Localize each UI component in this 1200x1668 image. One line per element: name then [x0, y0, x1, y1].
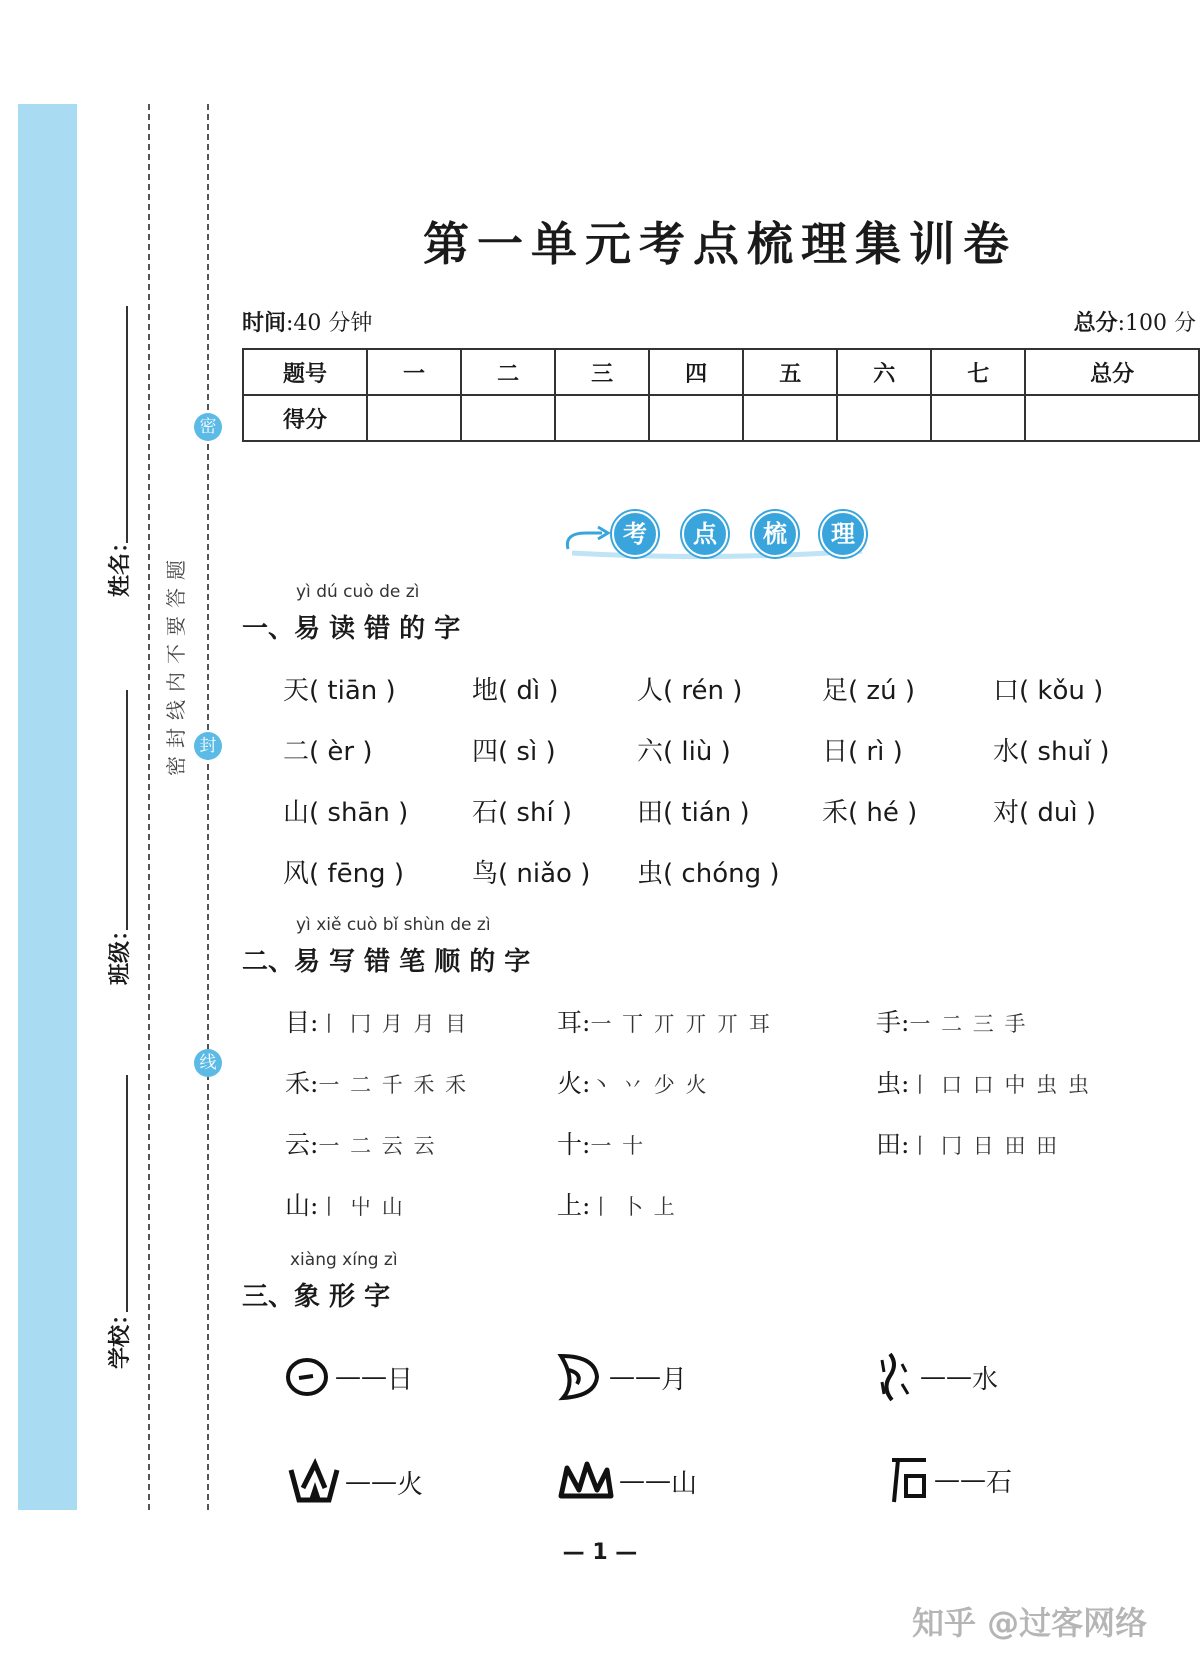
moon-pictograph-icon: [555, 1352, 605, 1402]
warning-char: 封: [164, 728, 188, 748]
word-item: 石( shí ): [472, 798, 573, 828]
word-item: 禾( hé ): [822, 798, 918, 828]
word-item: 风( fēng ): [283, 859, 404, 889]
section3-pinyin: xiàng xíng zì: [290, 1250, 398, 1270]
stroke-order-item: 耳:一 丅 丌 丌 丌 耳: [557, 1008, 772, 1037]
section-banner: [562, 509, 870, 559]
banner-char: 理: [820, 511, 866, 557]
score-entry-cell[interactable]: [743, 395, 837, 441]
score-entry-cell[interactable]: [461, 395, 555, 441]
fold-line-dashed: [207, 104, 209, 1510]
warning-char: 内: [164, 672, 188, 692]
warning-char: 不: [164, 644, 188, 664]
name-write-line[interactable]: [126, 306, 128, 543]
pictograph-item: —— 石: [888, 1454, 1012, 1506]
score-entry-cell[interactable]: [1025, 395, 1199, 441]
word-item: 足( zú ): [822, 676, 915, 706]
word-item: 六( liù ): [637, 737, 731, 767]
class-label: 班级：: [108, 918, 133, 985]
seal-warning-text: [163, 556, 189, 780]
warning-char: 要: [164, 616, 188, 636]
table-cell: 二: [461, 349, 555, 395]
sun-pictograph-icon: [285, 1355, 331, 1399]
stroke-order-item: 田:丨 冂 日 田 田: [876, 1130, 1060, 1159]
score-table: [242, 348, 1200, 442]
stroke-order-item: 禾:一 二 千 禾 禾: [285, 1069, 469, 1098]
stone-pictograph-icon: [888, 1454, 930, 1506]
school-write-line[interactable]: [126, 1075, 128, 1312]
section2-heading: 二、易 写 错 笔 顺 的 字: [242, 947, 531, 977]
water-pictograph-icon: [876, 1350, 916, 1404]
word-item: 对( duì ): [993, 798, 1097, 828]
word-item: 地( dì ): [472, 676, 559, 706]
section2-pinyin: yì xiě cuò bǐ shùn de zì: [296, 915, 491, 935]
table-cell: 七: [931, 349, 1025, 395]
pictograph-item: —— 山: [557, 1460, 697, 1502]
seal-feng-badge: 封: [194, 732, 222, 760]
table-cell: 总分: [1025, 349, 1199, 395]
word-item: 水( shuǐ ): [993, 737, 1110, 767]
seal-mi-badge: 密: [194, 413, 222, 441]
class-write-line[interactable]: [126, 690, 128, 930]
name-label: 姓名：: [108, 530, 133, 597]
stroke-order-item: 火:丶 丷 少 火: [557, 1069, 709, 1098]
section3-heading: 三、象 形 字: [242, 1282, 391, 1312]
fire-pictograph-icon: [287, 1458, 341, 1506]
score-prefix: 总分: [1073, 311, 1118, 336]
warning-char: 密: [164, 756, 188, 776]
warning-char: 答: [164, 588, 188, 608]
table-cell: 得分: [243, 395, 367, 441]
word-item: 天( tiān ): [283, 676, 396, 706]
page-number: — 1 —: [562, 1540, 638, 1565]
pictograph-item: —— 水: [876, 1350, 998, 1404]
stroke-order-item: 手:一 二 三 手: [876, 1008, 1028, 1037]
score-table-score-row: [243, 395, 1199, 441]
banner-char: 考: [612, 511, 658, 557]
word-item: 田( tián ): [637, 798, 750, 828]
cut-line-dashed: [148, 104, 150, 1510]
binding-strip: [18, 104, 77, 1510]
score-entry-cell[interactable]: [367, 395, 461, 441]
stroke-order-item: 上:丨 卜 上: [557, 1191, 677, 1220]
score-entry-cell[interactable]: [837, 395, 931, 441]
stroke-order-item: 十:一 十: [557, 1130, 646, 1159]
seal-xian-badge: 线: [194, 1049, 222, 1077]
banner-char: 梳: [752, 511, 798, 557]
word-item: 四( sì ): [472, 737, 556, 767]
table-cell: 三: [555, 349, 649, 395]
word-item: 虫( chóng ): [637, 859, 780, 889]
table-cell: 五: [743, 349, 837, 395]
score-entry-cell[interactable]: [649, 395, 743, 441]
time-limit: [242, 306, 372, 337]
score-value: :100 分: [1117, 311, 1196, 336]
zhihu-watermark: 知乎 @过客网络: [912, 1604, 1148, 1642]
table-cell: 六: [837, 349, 931, 395]
section1-pinyin: yì dú cuò de zì: [296, 582, 420, 602]
banner-char: 点: [682, 511, 728, 557]
section1-heading: 一、易 读 错 的 字: [242, 614, 461, 644]
stroke-order-item: 山:丨 屮 山: [285, 1191, 405, 1220]
table-cell: 四: [649, 349, 743, 395]
total-score: [1074, 306, 1196, 337]
word-item: 口( kǒu ): [993, 676, 1104, 706]
word-item: 人( rén ): [637, 676, 743, 706]
warning-char: 线: [164, 700, 188, 720]
score-table-header-row: [243, 349, 1199, 395]
word-item: 鸟( niǎo ): [472, 859, 591, 889]
warning-char: 题: [164, 560, 188, 580]
page-title: 第一单元考点梳理集训卷: [423, 217, 1017, 271]
stroke-order-item: 云:一 二 云 云: [285, 1130, 437, 1159]
pictograph-item: —— 火: [287, 1458, 423, 1506]
time-value: :40 分钟: [286, 311, 373, 336]
score-entry-cell[interactable]: [555, 395, 649, 441]
word-item: 日( rì ): [822, 737, 903, 767]
table-cell: 一: [367, 349, 461, 395]
word-item: 二( èr ): [283, 737, 373, 767]
school-label: 学校：: [108, 1302, 133, 1369]
score-entry-cell[interactable]: [931, 395, 1025, 441]
pictograph-item: —— 日: [285, 1355, 413, 1399]
mountain-pictograph-icon: [557, 1460, 615, 1502]
word-item: 山( shān ): [283, 798, 409, 828]
time-prefix: 时间: [242, 311, 287, 336]
pictograph-item: —— 月: [555, 1352, 687, 1402]
stroke-order-item: 目:丨 冂 月 月 目: [285, 1008, 469, 1037]
stroke-order-item: 虫:丨 口 口 中 虫 虫: [876, 1069, 1091, 1098]
table-cell: 题号: [243, 349, 367, 395]
